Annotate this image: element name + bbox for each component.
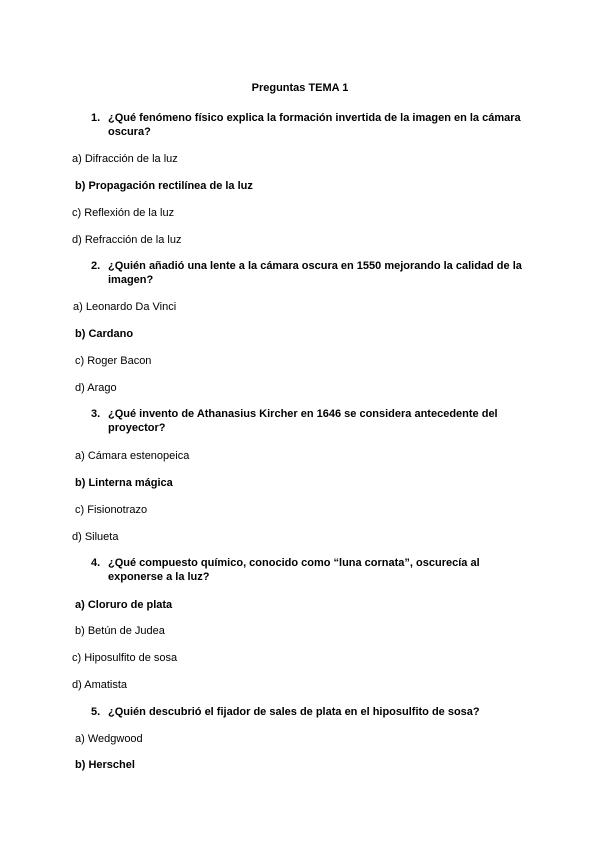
option-4d: d) Amatista — [72, 679, 128, 691]
option-1d: d) Refracción de la luz — [72, 234, 182, 246]
question-text: ¿Quién descubrió el fijador de sales de plata en el hiposulfito de sosa? — [108, 706, 480, 718]
option-5a: a) Wedgwood — [75, 733, 143, 745]
option-2d: d) Arago — [75, 382, 117, 394]
option-1b-correct: b) Propagación rectilínea de la luz — [75, 180, 253, 192]
question-2 — [91, 259, 531, 287]
option-1c: c) Reflexión de la luz — [72, 207, 175, 219]
question-number: 1. — [91, 112, 101, 124]
question-1 — [91, 111, 531, 139]
option-2a: a) Leonardo Da Vinci — [73, 301, 177, 313]
option-2c: c) Roger Bacon — [75, 355, 152, 367]
question-number: 2. — [91, 260, 101, 272]
question-5 — [91, 705, 531, 719]
option-4a-correct: a) Cloruro de plata — [75, 599, 173, 611]
question-text: ¿Qué fenómeno físico explica la formación invertida de la imagen en la cámara oscura? — [108, 112, 521, 138]
option-4b: b) Betún de Judea — [75, 625, 165, 637]
question-number: 5. — [91, 706, 101, 718]
option-4c: c) Hiposulfito de sosa — [72, 652, 178, 664]
question-text: ¿Qué invento de Athanasius Kircher en 1646 se considera antecedente del proyector? — [108, 408, 498, 434]
question-number: 3. — [91, 408, 101, 420]
option-5b-correct: b) Herschel — [75, 759, 135, 771]
question-text: ¿Qué compuesto químico, conocido como “luna cornata”, oscurecía al exponerse a la luz? — [108, 557, 480, 583]
option-2b-correct: b) Cardano — [75, 328, 134, 340]
option-3c: c) Fisionotrazo — [75, 504, 148, 516]
option-1a: a) Difracción de la luz — [72, 153, 178, 165]
question-4 — [91, 556, 531, 584]
option-3d: d) Silueta — [72, 531, 119, 543]
page-title: Preguntas TEMA 1 — [251, 82, 349, 94]
question-3 — [91, 407, 531, 435]
question-text: ¿Quién añadió una lente a la cámara oscura en 1550 mejorando la calidad de la imagen? — [108, 260, 522, 286]
question-number: 4. — [91, 557, 101, 569]
option-3b-correct: b) Linterna mágica — [75, 477, 173, 489]
option-3a: a) Cámara estenopeica — [75, 450, 190, 462]
